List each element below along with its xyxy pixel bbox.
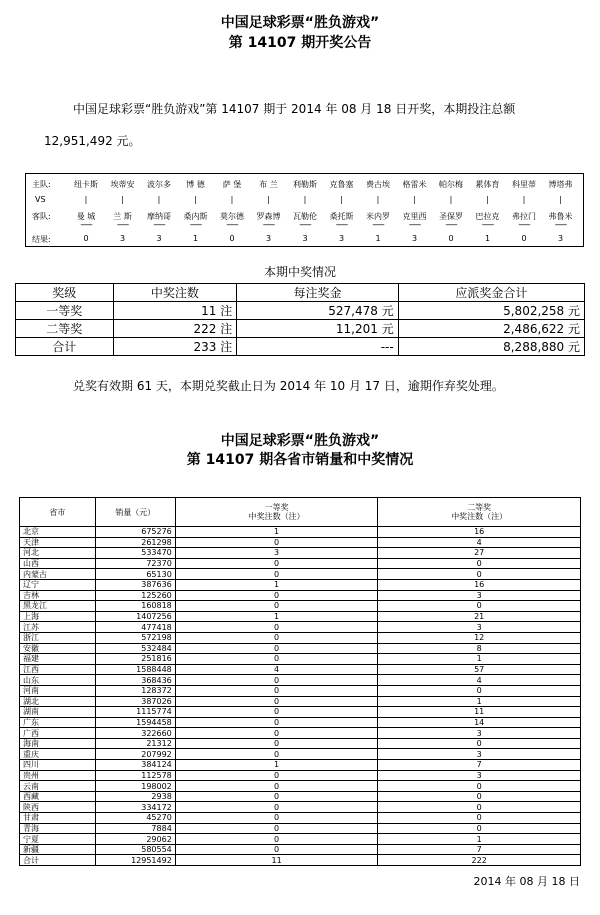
province-row bbox=[20, 537, 581, 548]
dash-line: ------ bbox=[372, 220, 384, 229]
vs-separator: | bbox=[449, 195, 453, 204]
province-sales: 45270 bbox=[95, 813, 175, 824]
dash-line: ------ bbox=[80, 220, 92, 229]
province-table bbox=[19, 497, 581, 866]
home-team: 布 兰 bbox=[259, 180, 278, 189]
province-second-prize: 7 bbox=[378, 844, 581, 855]
intro-line-2: 12,951,492 元。 bbox=[44, 134, 141, 148]
province-second-prize: 16 bbox=[378, 527, 581, 538]
match-result: 0 bbox=[448, 234, 454, 243]
province-first-prize: 0 bbox=[175, 643, 378, 654]
province-name: 贵州 bbox=[20, 770, 96, 781]
province-sales: 125260 bbox=[95, 590, 175, 601]
province-row bbox=[20, 632, 581, 643]
province-first-prize: 0 bbox=[175, 622, 378, 633]
province-second-prize: 0 bbox=[378, 802, 581, 813]
prize-section-title: 本期中奖情况 bbox=[263, 265, 336, 279]
home-team: 博塔弗 bbox=[548, 180, 573, 189]
vs-separator: | bbox=[121, 195, 124, 204]
dash-line: ------ bbox=[518, 220, 530, 229]
province-second-prize: 0 bbox=[378, 558, 581, 569]
province-second-prize: 16 bbox=[378, 579, 581, 590]
home-team: 克鲁塞 bbox=[329, 180, 354, 189]
away-team: 莫尔德 bbox=[220, 212, 244, 221]
away-team: 瓦勒伦 bbox=[293, 212, 317, 221]
province-first-prize: 1 bbox=[175, 760, 378, 771]
province-row bbox=[20, 844, 581, 855]
province-first-prize: 3 bbox=[175, 548, 378, 559]
province-row bbox=[20, 770, 581, 781]
province-second-prize: 3 bbox=[378, 590, 581, 601]
province-second-prize: 1 bbox=[378, 696, 581, 707]
province-name: 天津 bbox=[20, 537, 96, 548]
province-row bbox=[20, 749, 581, 760]
sales-header: 销量（元） bbox=[95, 498, 175, 527]
vs-separator: | bbox=[376, 195, 380, 204]
province-row bbox=[20, 717, 581, 728]
vs-separator: | bbox=[267, 195, 270, 204]
prize-row bbox=[16, 302, 585, 320]
home-team: 格雷米 bbox=[402, 180, 427, 189]
province-second-prize: 27 bbox=[378, 548, 581, 559]
province-row bbox=[20, 654, 581, 665]
match-result: 0 bbox=[521, 234, 527, 243]
province-name: 福建 bbox=[20, 654, 96, 665]
away-team: 弗拉门 bbox=[512, 212, 536, 221]
vs-separator: | bbox=[559, 195, 562, 204]
section2-subtitle: 第 14107 期各省市销量和中奖情况 bbox=[186, 452, 414, 468]
prize-total: 2,486,622 元 bbox=[398, 320, 584, 338]
province-first-prize: 0 bbox=[175, 728, 378, 739]
away-team: 曼 城 bbox=[76, 212, 96, 221]
dash-line: ------ bbox=[226, 220, 238, 229]
province-row bbox=[20, 707, 581, 718]
province-name: 广西 bbox=[20, 728, 96, 739]
vs-separator: | bbox=[413, 195, 416, 204]
away-team: 弗鲁米 bbox=[548, 212, 573, 221]
province-name: 山西 bbox=[20, 558, 96, 569]
vs-separator: | bbox=[522, 195, 526, 204]
announcement-subtitle: 第 14107 期开奖公告 bbox=[228, 35, 372, 51]
province-second-prize: 0 bbox=[378, 781, 581, 792]
province-name: 山东 bbox=[20, 675, 96, 686]
home-team: 埃蒂安 bbox=[110, 180, 135, 189]
match-result: 1 bbox=[375, 234, 381, 243]
province-first-prize: 0 bbox=[175, 781, 378, 792]
province-first-prize: 0 bbox=[175, 569, 378, 580]
province-row bbox=[20, 601, 581, 612]
province-first-prize: 0 bbox=[175, 823, 378, 834]
province-sales: 261298 bbox=[95, 537, 175, 548]
province-second-prize: 0 bbox=[378, 738, 581, 749]
province-name: 河北 bbox=[20, 548, 96, 559]
prize-row bbox=[16, 320, 585, 338]
province-second-prize: 7 bbox=[378, 760, 581, 771]
province-sales: 1115774 bbox=[95, 707, 175, 718]
province-row bbox=[20, 643, 581, 654]
prize-table bbox=[15, 283, 585, 356]
dash-line: ------ bbox=[262, 220, 275, 229]
province-sales: 387636 bbox=[95, 579, 175, 590]
province-sales: 128372 bbox=[95, 685, 175, 696]
dash-line: ------ bbox=[299, 220, 311, 229]
province-sales: 334172 bbox=[95, 802, 175, 813]
province-sales: 112578 bbox=[95, 770, 175, 781]
province-sales: 533470 bbox=[95, 548, 175, 559]
away-team: 克里西 bbox=[402, 212, 427, 221]
dash-line: ------ bbox=[153, 220, 165, 229]
away-team: 米内罗 bbox=[366, 212, 390, 221]
province-sales: 65130 bbox=[95, 569, 175, 580]
prize-level: 二等奖 bbox=[16, 320, 114, 338]
home-team: 费古埃 bbox=[366, 180, 390, 189]
prize-level: 一等奖 bbox=[16, 302, 114, 320]
province-name: 合计 bbox=[20, 855, 96, 866]
province-name: 陕西 bbox=[20, 802, 96, 813]
province-row bbox=[20, 527, 581, 538]
province-row bbox=[20, 675, 581, 686]
home-team: 科里蒂 bbox=[512, 180, 536, 189]
home-team: 累体育 bbox=[475, 180, 500, 189]
province-sales: 12951492 bbox=[95, 855, 175, 866]
province-name: 浙江 bbox=[20, 632, 96, 643]
away-team: 圣保罗 bbox=[439, 212, 463, 221]
province-row bbox=[20, 696, 581, 707]
province-first-prize: 0 bbox=[175, 834, 378, 845]
province-second-prize: 3 bbox=[378, 749, 581, 760]
home-team: 萨 堡 bbox=[222, 180, 242, 189]
vs-separator: | bbox=[486, 195, 489, 204]
province-second-prize: 3 bbox=[378, 728, 581, 739]
prize-total: 8,288,880 元 bbox=[398, 338, 584, 356]
province-second-prize: 3 bbox=[378, 622, 581, 633]
match-result: 1 bbox=[192, 234, 199, 243]
intro-line-1: 中国足球彩票“胜负游戏”第 14107 期于 2014 年 08 月 18 日开奖，本期投注总额 bbox=[73, 102, 516, 116]
vs-separator: | bbox=[230, 195, 234, 204]
first-prize-header: 一等奖 中奖注数（注） bbox=[175, 498, 378, 527]
province-sales: 368436 bbox=[95, 675, 175, 686]
province-second-prize: 8 bbox=[378, 643, 581, 654]
province-name: 重庆 bbox=[20, 749, 96, 760]
province-row bbox=[20, 611, 581, 622]
province-name: 甘肃 bbox=[20, 813, 96, 824]
province-first-prize: 0 bbox=[175, 675, 378, 686]
province-sales: 675276 bbox=[95, 527, 175, 538]
dash-line: ------ bbox=[116, 220, 129, 229]
province-second-prize: 4 bbox=[378, 537, 581, 548]
province-first-prize: 0 bbox=[175, 685, 378, 696]
away-label: 客队: bbox=[32, 212, 51, 221]
prize-per-bet: 11,201 元 bbox=[237, 320, 398, 338]
province-name: 云南 bbox=[20, 781, 96, 792]
province-row bbox=[20, 590, 581, 601]
province-sales: 572198 bbox=[95, 632, 175, 643]
province-name: 黑龙江 bbox=[20, 601, 96, 612]
province-first-prize: 0 bbox=[175, 770, 378, 781]
province-row bbox=[20, 781, 581, 792]
province-sales: 1594458 bbox=[95, 717, 175, 728]
section2-title: 中国足球彩票“胜负游戏” bbox=[220, 433, 380, 449]
away-team: 巴拉克 bbox=[475, 212, 500, 221]
match-result: 3 bbox=[338, 234, 345, 243]
province-second-prize: 0 bbox=[378, 823, 581, 834]
province-second-prize: 11 bbox=[378, 707, 581, 718]
province-sales: 198002 bbox=[95, 781, 175, 792]
province-sales: 580554 bbox=[95, 844, 175, 855]
province-second-prize: 1 bbox=[378, 654, 581, 665]
province-first-prize: 1 bbox=[175, 527, 378, 538]
dash-line: ------ bbox=[445, 220, 457, 229]
home-team: 帕尔梅 bbox=[439, 180, 463, 189]
province-first-prize: 0 bbox=[175, 707, 378, 718]
home-team: 博 德 bbox=[186, 180, 205, 189]
province-name: 吉林 bbox=[20, 590, 96, 601]
province-name: 四川 bbox=[20, 760, 96, 771]
prize-header-row bbox=[16, 284, 585, 302]
province-name: 海南 bbox=[20, 738, 96, 749]
province-row bbox=[20, 855, 581, 866]
vs-label: VS bbox=[35, 195, 46, 204]
dash-line: ------ bbox=[189, 220, 202, 229]
province-first-prize: 0 bbox=[175, 813, 378, 824]
province-second-prize: 222 bbox=[378, 855, 581, 866]
province-name: 新疆 bbox=[20, 844, 96, 855]
province-second-prize: 3 bbox=[378, 770, 581, 781]
prize-per-bet: --- bbox=[237, 338, 398, 356]
province-name: 辽宁 bbox=[20, 579, 96, 590]
vs-separator: | bbox=[157, 195, 161, 204]
province-sales: 21312 bbox=[95, 738, 175, 749]
province-first-prize: 1 bbox=[175, 611, 378, 622]
away-team: 桑托斯 bbox=[329, 212, 354, 221]
province-row bbox=[20, 685, 581, 696]
province-header-row bbox=[20, 498, 581, 527]
province-sales: 2938 bbox=[95, 791, 175, 802]
home-team: 纽卡斯 bbox=[74, 180, 98, 189]
vs-separator: | bbox=[194, 195, 197, 204]
dash-line: ------ bbox=[554, 220, 567, 229]
province-sales: 72370 bbox=[95, 558, 175, 569]
province-sales: 251816 bbox=[95, 654, 175, 665]
province-first-prize: 0 bbox=[175, 844, 378, 855]
province-first-prize: 0 bbox=[175, 791, 378, 802]
vs-separator: | bbox=[340, 195, 343, 204]
province-first-prize: 0 bbox=[175, 601, 378, 612]
prize-header: 每注奖金 bbox=[237, 284, 398, 302]
province-row bbox=[20, 622, 581, 633]
province-first-prize: 0 bbox=[175, 749, 378, 760]
claim-notice: 兑奖有效期 61 天，本期兑奖截止日为 2014 年 10 月 17 日，逾期作弃奖处理。 bbox=[73, 379, 504, 393]
match-result: 3 bbox=[156, 234, 162, 243]
footer-date: 2014 年 08 月 18 日 bbox=[473, 875, 580, 888]
match-result: 3 bbox=[411, 234, 418, 243]
province-second-prize: 21 bbox=[378, 611, 581, 622]
province-sales: 387026 bbox=[95, 696, 175, 707]
province-sales: 207992 bbox=[95, 749, 175, 760]
province-row bbox=[20, 738, 581, 749]
prize-per-bet: 527,478 元 bbox=[237, 302, 398, 320]
away-team: 桑内斯 bbox=[183, 212, 208, 221]
province-first-prize: 0 bbox=[175, 537, 378, 548]
dash-line: ------ bbox=[408, 220, 421, 229]
prize-header: 奖级 bbox=[16, 284, 114, 302]
province-row bbox=[20, 548, 581, 559]
away-team: 兰 斯 bbox=[113, 212, 132, 221]
vs-separator: | bbox=[84, 195, 88, 204]
province-row bbox=[20, 728, 581, 739]
province-sales: 1588448 bbox=[95, 664, 175, 675]
province-name: 湖南 bbox=[20, 707, 96, 718]
province-sales: 322660 bbox=[95, 728, 175, 739]
result-label: 结果: bbox=[32, 235, 51, 244]
province-first-prize: 0 bbox=[175, 802, 378, 813]
province-second-prize: 0 bbox=[378, 569, 581, 580]
second-prize-header: 二等奖 中奖注数（注） bbox=[378, 498, 581, 527]
province-name: 湖北 bbox=[20, 696, 96, 707]
province-first-prize: 0 bbox=[175, 590, 378, 601]
province-row bbox=[20, 579, 581, 590]
province-row bbox=[20, 569, 581, 580]
province-sales: 532484 bbox=[95, 643, 175, 654]
province-name: 安徽 bbox=[20, 643, 96, 654]
home-label: 主队: bbox=[32, 180, 51, 189]
province-row bbox=[20, 791, 581, 802]
province-second-prize: 12 bbox=[378, 632, 581, 643]
match-result: 3 bbox=[557, 234, 564, 243]
province-row bbox=[20, 813, 581, 824]
match-result: 0 bbox=[83, 234, 89, 243]
away-team: 摩纳哥 bbox=[147, 212, 171, 221]
province-row bbox=[20, 558, 581, 569]
province-name: 江西 bbox=[20, 664, 96, 675]
province-first-prize: 0 bbox=[175, 717, 378, 728]
province-name: 内蒙古 bbox=[20, 569, 96, 580]
province-second-prize: 4 bbox=[378, 675, 581, 686]
province-sales: 1407256 bbox=[95, 611, 175, 622]
province-row bbox=[20, 664, 581, 675]
province-header: 省市 bbox=[20, 498, 96, 527]
province-name: 河南 bbox=[20, 685, 96, 696]
province-second-prize: 0 bbox=[378, 601, 581, 612]
prize-total: 5,802,258 元 bbox=[398, 302, 584, 320]
province-name: 上海 bbox=[20, 611, 96, 622]
province-first-prize: 0 bbox=[175, 654, 378, 665]
province-first-prize: 1 bbox=[175, 579, 378, 590]
province-name: 宁夏 bbox=[20, 834, 96, 845]
prize-header: 中奖注数 bbox=[113, 284, 237, 302]
province-row bbox=[20, 823, 581, 834]
province-first-prize: 0 bbox=[175, 738, 378, 749]
dash-line: ------ bbox=[481, 220, 494, 229]
match-result: 1 bbox=[484, 234, 491, 243]
province-first-prize: 11 bbox=[175, 855, 378, 866]
province-first-prize: 4 bbox=[175, 664, 378, 675]
province-second-prize: 0 bbox=[378, 791, 581, 802]
province-name: 青海 bbox=[20, 823, 96, 834]
away-team: 罗森博 bbox=[256, 212, 281, 221]
province-first-prize: 0 bbox=[175, 558, 378, 569]
province-first-prize: 0 bbox=[175, 696, 378, 707]
prize-count: 11 注 bbox=[113, 302, 237, 320]
match-result: 3 bbox=[302, 234, 308, 243]
province-sales: 7884 bbox=[95, 823, 175, 834]
province-name: 江苏 bbox=[20, 622, 96, 633]
province-row bbox=[20, 760, 581, 771]
province-first-prize: 0 bbox=[175, 632, 378, 643]
province-second-prize: 0 bbox=[378, 813, 581, 824]
prize-level: 合计 bbox=[16, 338, 114, 356]
prize-header: 应派奖金合计 bbox=[398, 284, 584, 302]
dash-line: ------ bbox=[335, 220, 348, 229]
match-result: 0 bbox=[229, 234, 235, 243]
prize-count: 233 注 bbox=[113, 338, 237, 356]
prize-row bbox=[16, 338, 585, 356]
match-result: 3 bbox=[265, 234, 272, 243]
province-second-prize: 0 bbox=[378, 685, 581, 696]
province-row bbox=[20, 802, 581, 813]
home-team: 波尔多 bbox=[147, 180, 171, 189]
home-team: 利勒斯 bbox=[293, 180, 317, 189]
province-name: 广东 bbox=[20, 717, 96, 728]
province-sales: 477418 bbox=[95, 622, 175, 633]
prize-count: 222 注 bbox=[113, 320, 237, 338]
province-sales: 384124 bbox=[95, 760, 175, 771]
match-table bbox=[25, 173, 584, 247]
province-sales: 160818 bbox=[95, 601, 175, 612]
province-second-prize: 57 bbox=[378, 664, 581, 675]
province-name: 北京 bbox=[20, 527, 96, 538]
province-row bbox=[20, 834, 581, 845]
province-name: 西藏 bbox=[20, 791, 96, 802]
vs-separator: | bbox=[303, 195, 307, 204]
province-sales: 29062 bbox=[95, 834, 175, 845]
province-second-prize: 1 bbox=[378, 834, 581, 845]
province-second-prize: 14 bbox=[378, 717, 581, 728]
match-result: 3 bbox=[119, 234, 126, 243]
announcement-title: 中国足球彩票“胜负游戏” bbox=[220, 15, 380, 31]
